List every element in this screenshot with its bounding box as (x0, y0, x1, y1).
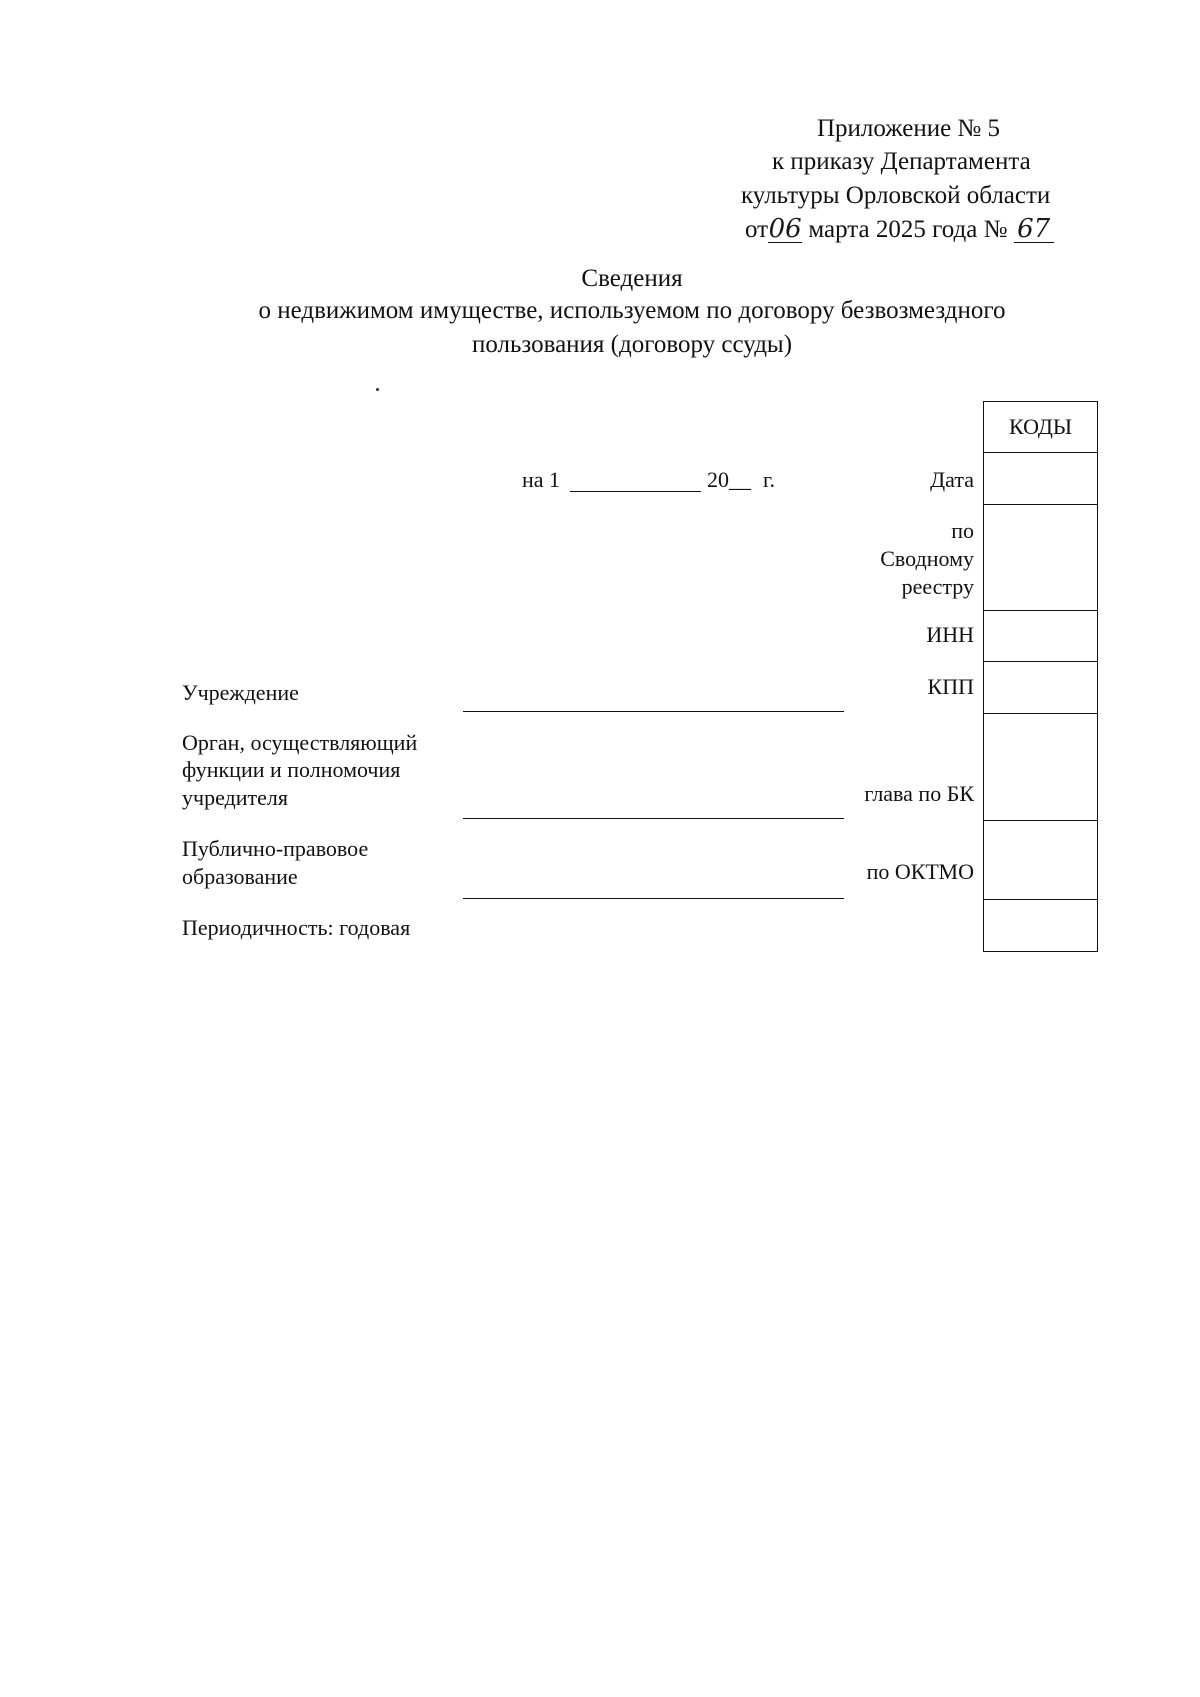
code-inn-cell[interactable] (984, 611, 1097, 662)
code-oktmo-cell[interactable] (984, 821, 1097, 900)
label-registry-svodnomu: Сводному (880, 546, 974, 571)
report-date-blank (570, 491, 701, 492)
label-public-entity-line2: образование (182, 864, 298, 889)
handwritten-day: 06 (768, 214, 802, 244)
public-entity-field[interactable] (463, 898, 844, 899)
report-year: 20__ (707, 467, 751, 492)
label-founder-line3: учредителя (182, 785, 288, 810)
institution-field[interactable] (463, 711, 844, 712)
label-founder-line2: функции и полномочия (182, 757, 401, 782)
label-inn: ИНН (926, 622, 974, 647)
report-date-prefix: на 1 (522, 467, 561, 492)
handwritten-order-number: 67 (1014, 216, 1054, 243)
appendix-department: культуры Орловской области (741, 182, 1051, 209)
codes-table (983, 401, 1098, 952)
document-subtitle-line1: о недвижимом имуществе, используемом по договору безвозмездного (258, 297, 1006, 324)
scan-speck (376, 388, 379, 391)
order-date-middle: марта 2025 года № (808, 216, 1008, 243)
code-periodicity-cell[interactable] (984, 900, 1097, 951)
label-public-entity-line1: Публично-правовое (182, 836, 369, 861)
label-registry-po: по (951, 518, 974, 543)
code-date-cell[interactable] (984, 453, 1097, 505)
founder-field[interactable] (463, 818, 844, 819)
report-year-suffix: г. (763, 467, 776, 492)
code-registry-cell[interactable] (984, 505, 1097, 611)
label-founder-line1: Орган, осуществляющий (182, 730, 418, 755)
label-date: Дата (930, 467, 974, 492)
code-bk-chapter-cell[interactable] (984, 714, 1097, 821)
codes-header: КОДЫ (984, 402, 1097, 453)
document-subtitle-line2: пользования (договору ссуды) (471, 331, 793, 358)
appendix-order-date (745, 213, 1054, 246)
label-bk-chapter: глава по БК (864, 781, 974, 806)
document-title: Сведения (581, 265, 683, 292)
code-kpp-cell[interactable] (984, 662, 1097, 714)
label-oktmo: по ОКТМО (866, 859, 974, 884)
label-kpp: КПП (927, 674, 974, 699)
appendix-number: Приложение № 5 (817, 115, 1001, 142)
label-periodicity: Периодичность: годовая (182, 915, 411, 940)
appendix-order-ref: к приказу Департамента (772, 148, 1031, 175)
label-institution: Учреждение (182, 680, 299, 705)
label-registry-reestru: реестру (901, 574, 974, 599)
order-date-prefix: от (745, 216, 769, 243)
